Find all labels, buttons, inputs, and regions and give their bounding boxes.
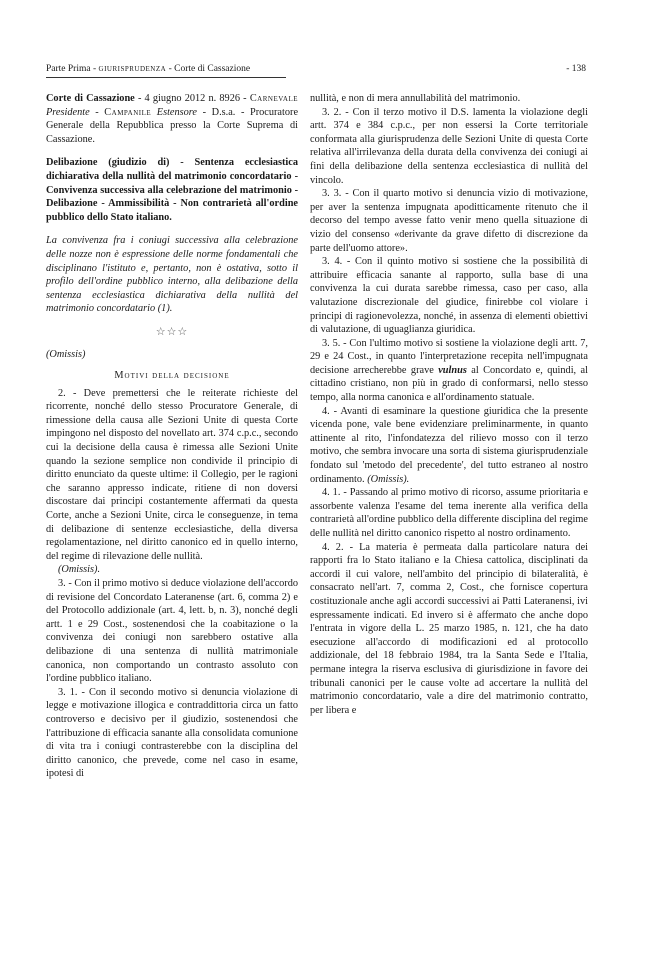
header-separator: - xyxy=(90,64,99,74)
vulnus-term: vulnus xyxy=(438,364,467,376)
case-citation xyxy=(46,92,298,146)
header-separator: - xyxy=(166,64,175,74)
page-number: - 138 xyxy=(566,64,586,74)
estensore-role: Estensore xyxy=(151,106,198,118)
left-column xyxy=(46,92,298,781)
separator-stars: ☆☆☆ xyxy=(155,325,189,338)
section-title: Motivi della decisione xyxy=(114,370,230,382)
paragraph-3-2: 3. 2. - Con il terzo motivo il D.S. lamenta la violazione degli artt. 374 e 384 c.p.c., per non essersi la Corte territoriale conformata alla giurisprudenza delle Sezioni Unite di questa Corte relativa all'irrilevanza della durata della convivenza dei coniugi ai fini della delibazione della sentenza ecclesiastica di nullità del vincolo. xyxy=(310,106,588,186)
paragraph-3-4: 3. 4. - Con il quinto motivo si sostiene che la possibilità di attribuire efficacia sanante al rapporto, sulla base di una convivenza la cui durata sarebbe rimessa, caso per caso, alla valutazione discrezionale del giudice, finirebbe col violare i principi di ragionevolezza, nonché, in assenza di elementi obiettivi di valutazione, di uguaglianza giuridica. xyxy=(310,256,588,336)
header-court: Corte di Cassazione xyxy=(174,64,251,74)
estensore-name: Campanile xyxy=(104,106,152,118)
paragraph-4-text: 4. - Avanti di esaminare la questione giuridica che la presente vicenda pone, vale bene evidenziare preliminarmente, in quanto attinente al rito, l'infondatezza del rilievo mosso con il terzo motivo, che sembra invocare una sorta di sistema giurisprudenziale fondato sul 'metodo del precedente', del tutto estraneo al nostro ordinamento. xyxy=(310,405,588,485)
paragraph-continued: nullità, e non di mera annullabilità del matrimonio. xyxy=(310,93,521,104)
header-rule xyxy=(46,77,286,78)
omissis: (Omissis). xyxy=(367,473,410,485)
president-role: Presidente xyxy=(46,106,90,118)
running-header xyxy=(46,62,586,78)
paragraph-3-5 xyxy=(310,337,588,405)
maxim: La convivenza fra i coniugi successiva alla celebrazione delle nozze non è espressione delle norme fondamentali che disciplinano l'istituto e, pertanto, non è ostativa, sotto il profilo dell'ordine pubblico interno, alla delibazione della sentenza ecclesiastica dichiarativa della nullità del matrimonio concordatario (1). xyxy=(46,235,298,315)
paragraph-3-1: 3. 1. - Con il secondo motivo si denuncia violazione di legge e motivazione illogica e contraddittoria circa un fatto controverso e decisivo per il giudizio, sostenendosi che l'attribuzione di efficacia sanante alla consolidata comunione di vita tra i coniugi contrasterebbe con la disciplina del diritto canonico, che prevede, come nel caso in esame, ipotesi di xyxy=(46,686,298,780)
omissis: (Omissis) xyxy=(46,348,86,360)
omissis: (Omissis). xyxy=(58,564,101,576)
header-left xyxy=(46,64,250,74)
paragraph-3-5-text: al Concordato e, quindi, al cittadino cristiano, non più in grado di conformarsi, nello stesso tempo, alla norma canonica e all'ordinamento statuale. xyxy=(310,364,588,404)
header-section: giurisprudenza xyxy=(98,64,167,74)
president-name: Carnevale xyxy=(249,93,298,104)
headnote: Delibazione (giudizio di) - Sentenza ecclesiastica dichiarativa della nullità del matrimonio concordatario - Convivenza successiva alla celebrazione del matrimonio - Delibazione - Ammissibilità - Non contrarietà all'ordine pubblico dello Stato italiano. xyxy=(46,157,298,223)
court-name: Corte di Cassazione xyxy=(46,93,135,104)
header-part: Parte Prima xyxy=(46,64,91,74)
decision-date: - 4 giugno 2012 n. 8926 - xyxy=(134,93,250,104)
citation-separator: - xyxy=(89,106,105,118)
paragraph-3-5-text: 3. 5. - Con l'ultimo motivo si sostiene la violazione degli artt. 7, 29 e 24 Cost., in quanto l'interpretazione recepita nell'impugnata decisione arrecherebbe grave xyxy=(310,337,588,376)
parties: - D.s.a. - Procuratore Generale della Repubblica presso la Corte Suprema di Cassazione. xyxy=(46,106,299,145)
paragraph-4-1: 4. 1. - Passando al primo motivo di ricorso, assume prioritaria e assorbente valenza l'esame del tema inerente alla verifica della contrarietà all'ordine pubblico della differente disciplina del regime delle nullità nel diritto canonico rispetto al nostro ordinamento. xyxy=(310,487,588,539)
paragraph-3-3: 3. 3. - Con il quarto motivo si denuncia vizio di motivazione, per aver la sentenza impugnata apoditticamente ritenuto che il decorso del tempo avesse fatto venir meno quella situazione di vizio del consenso «derivante da grave difetto di discrezione da parte dell'uomo attore». xyxy=(310,188,588,254)
paragraph-4 xyxy=(310,405,588,487)
paragraph-3: 3. - Con il primo motivo si deduce violazione dell'accordo di revisione del Concordato Lateranense (art. 6, comma 2) e del Protocollo addizionale (art. 4, lett. b, n. 3), nonché degli artt. 1 e 29 Cost., sostenendosi che la coabitazione o la convivenza dei coniugi non sarebbero ostative alla delibazione di una sentenza di nullità matrimoniale canonica, non comportando un contrasto assoluto con l'ordine pubblico italiano. xyxy=(46,578,298,685)
right-column xyxy=(310,92,588,717)
paragraph-4-2: 4. 2. - La materia è permeata dalla particolare natura dei rapporti fra lo Stato italiano e la Chiesa cattolica, disciplinati da accordi il cui valore, nell'ambito del principio di bilateralità, è consacrato nell'art. 7, comma 2, Cost., che fornisce copertura costituzionale anche agli accordi successivi ai Patti Lateranensi, ivi espressamente indicati. Ed invero si è affermato che anche dopo l'entrata in vigore della L. 25 marzo 1985, n. 121, che ha dato esecuzione all'accordo di modificazioni ed al protocollo addizionale, del 18 febbraio 1984, tra la Santa Sede e l'Italia, permane integra la riserva esclusiva di giurisdizione in favore dei tribunali canonici per le cause volte ad accertare la nullità del matrimonio concordatario, vale a dire del matrimonio contratto, per libera e xyxy=(310,541,588,716)
paragraph-2: 2. - Deve premettersi che le reiterate richieste del ricorrente, nonché dello stesso Procuratore Generale, di rimessione della causa alle Sezioni Unite di questa Corte impingono nel disposto del novellato art. 374 c.p.c., secondo cui la decisione della causa è rimessa alle Sezioni Unite quando la sezione semplice non condivide il principio di diritto enunciato da queste ultime: il Collegio, per le ragioni che saranno appresso indicate, ritiene di non doversi discostare dai principi costantemente affermati da questa Corte, anche a Sezioni Unite, circa le conseguenze, in tema di delibazione di sentenze ecclesiastiche, della diversa regolamentazione, nel diritto canonico ed in quello interno, del regime di rilevazione delle nullità. xyxy=(46,387,298,562)
